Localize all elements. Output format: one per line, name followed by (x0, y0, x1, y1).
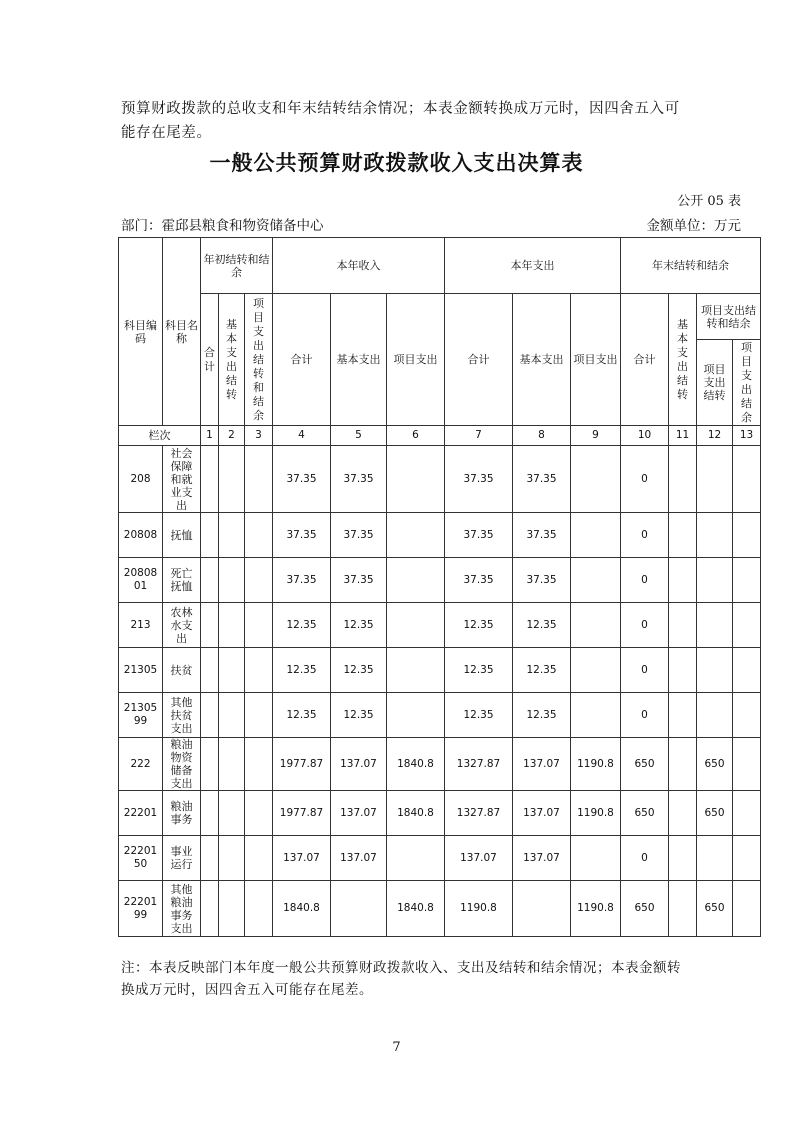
value-cell: 12.35 (513, 693, 571, 738)
subject-code: 21305 (119, 648, 163, 693)
value-cell (669, 446, 697, 513)
value-cell: 137.07 (445, 836, 513, 881)
value-cell (245, 881, 273, 937)
value-cell (219, 693, 245, 738)
header-expense-project: 项目支出 (571, 294, 621, 426)
column-number: 7 (445, 426, 513, 446)
subject-name: 农林水支出 (163, 603, 201, 648)
subject-code: 20808 (119, 513, 163, 558)
header-expense-total: 合计 (445, 294, 513, 426)
value-cell: 650 (697, 791, 733, 836)
value-cell (201, 446, 219, 513)
value-cell: 1840.8 (387, 881, 445, 937)
value-cell: 137.07 (513, 738, 571, 791)
header-end-group: 年末结转和结余 (621, 238, 761, 294)
table-row (119, 446, 761, 513)
column-number: 3 (245, 426, 273, 446)
value-cell (201, 558, 219, 603)
value-cell: 37.35 (513, 446, 571, 513)
subject-code: 2220199 (119, 881, 163, 937)
value-cell: 1190.8 (571, 881, 621, 937)
value-cell: 37.35 (445, 558, 513, 603)
budget-table (118, 237, 761, 937)
value-cell (733, 791, 761, 836)
table-row (119, 836, 761, 881)
value-cell: 12.35 (273, 603, 331, 648)
amount-unit-label: 金额单位：万元 (646, 218, 741, 234)
value-cell (669, 558, 697, 603)
subject-name: 抚恤 (163, 513, 201, 558)
value-cell (571, 446, 621, 513)
value-cell: 1977.87 (273, 791, 331, 836)
value-cell (387, 558, 445, 603)
column-number: 2 (219, 426, 245, 446)
value-cell (733, 446, 761, 513)
table-row (119, 791, 761, 836)
value-cell (733, 558, 761, 603)
value-cell: 37.35 (273, 513, 331, 558)
header-income-group: 本年收入 (273, 238, 445, 294)
value-cell: 12.35 (331, 693, 387, 738)
header-income-total: 合计 (273, 294, 331, 426)
value-cell: 650 (621, 791, 669, 836)
subject-name: 扶贫 (163, 648, 201, 693)
value-cell: 37.35 (273, 446, 331, 513)
value-cell (733, 648, 761, 693)
subject-code: 22201 (119, 791, 163, 836)
header-end-project-balance: 项目支出结余 (733, 340, 761, 426)
value-cell (219, 558, 245, 603)
value-cell (733, 513, 761, 558)
intro-paragraph: 预算财政拨款的总收支和年末结转结余情况；本表金额转换成万元时，因四舍五入可能存在尾差。 (121, 101, 680, 141)
value-cell: 12.35 (513, 648, 571, 693)
value-cell (245, 648, 273, 693)
column-number: 11 (669, 426, 697, 446)
value-cell (513, 881, 571, 937)
value-cell: 37.35 (331, 558, 387, 603)
table-row (119, 513, 761, 558)
value-cell: 12.35 (513, 603, 571, 648)
value-cell: 0 (621, 513, 669, 558)
subject-code: 2130599 (119, 693, 163, 738)
value-cell (669, 693, 697, 738)
value-cell (201, 513, 219, 558)
value-cell: 0 (621, 693, 669, 738)
value-cell (201, 881, 219, 937)
value-cell (733, 738, 761, 791)
value-cell (201, 791, 219, 836)
header-code: 科目编码 (119, 238, 163, 426)
value-cell: 137.07 (331, 836, 387, 881)
value-cell: 12.35 (331, 603, 387, 648)
value-cell: 12.35 (273, 693, 331, 738)
value-cell: 12.35 (445, 648, 513, 693)
value-cell (571, 648, 621, 693)
value-cell (387, 693, 445, 738)
value-cell (387, 836, 445, 881)
column-number: 8 (513, 426, 571, 446)
value-cell: 0 (621, 836, 669, 881)
value-cell (697, 603, 733, 648)
value-cell (697, 648, 733, 693)
value-cell: 1840.8 (387, 738, 445, 791)
value-cell: 1840.8 (387, 791, 445, 836)
header-end-project-carry: 项目支出结转 (697, 340, 733, 426)
value-cell (571, 693, 621, 738)
value-cell: 37.35 (445, 513, 513, 558)
value-cell (201, 693, 219, 738)
header-expense-basic: 基本支出 (513, 294, 571, 426)
header-begin-total: 合计 (201, 294, 219, 426)
subject-name: 其他扶贫支出 (163, 693, 201, 738)
value-cell: 1190.8 (445, 881, 513, 937)
header-income-project: 项目支出 (387, 294, 445, 426)
header-end-basic-carry: 基本支出结转 (669, 294, 697, 426)
page-title: 一般公共预算财政拨款收入支出决算表 (209, 151, 584, 175)
value-cell (697, 558, 733, 603)
department-label: 部门：霍邱县粮食和物资储备中心 (121, 218, 324, 234)
value-cell (387, 603, 445, 648)
value-cell (219, 603, 245, 648)
header-end-project-group: 项目支出结转和结余 (697, 294, 761, 340)
value-cell: 1190.8 (571, 738, 621, 791)
value-cell (733, 836, 761, 881)
value-cell (669, 738, 697, 791)
value-cell (245, 513, 273, 558)
value-cell (697, 446, 733, 513)
header-begin-group: 年初结转和结余 (201, 238, 273, 294)
subject-name: 其他粮油事务支出 (163, 881, 201, 937)
table-row (119, 603, 761, 648)
value-cell: 650 (621, 738, 669, 791)
header-expense-group: 本年支出 (445, 238, 621, 294)
value-cell (219, 791, 245, 836)
value-cell: 650 (621, 881, 669, 937)
value-cell: 0 (621, 603, 669, 648)
column-number-row (119, 426, 761, 446)
value-cell: 1327.87 (445, 791, 513, 836)
column-number-label: 栏次 (119, 426, 201, 446)
value-cell: 137.07 (513, 836, 571, 881)
table-body (119, 446, 761, 937)
subject-name: 事业运行 (163, 836, 201, 881)
value-cell (669, 513, 697, 558)
value-cell: 1840.8 (273, 881, 331, 937)
header-income-basic: 基本支出 (331, 294, 387, 426)
table-note: 注：本表反映部门本年度一般公共预算财政拨款收入、支出及结转和结余情况；本表金额转换成万元时，因四舍五入可能存在尾差。 (121, 960, 681, 998)
value-cell (669, 603, 697, 648)
subject-code: 213 (119, 603, 163, 648)
value-cell (697, 513, 733, 558)
value-cell (245, 446, 273, 513)
subject-code: 2080801 (119, 558, 163, 603)
value-cell: 0 (621, 446, 669, 513)
value-cell (669, 836, 697, 881)
table-row (119, 693, 761, 738)
header-row-1 (119, 238, 761, 294)
value-cell: 12.35 (445, 693, 513, 738)
value-cell (219, 648, 245, 693)
column-number: 10 (621, 426, 669, 446)
value-cell: 1327.87 (445, 738, 513, 791)
subject-name: 死亡抚恤 (163, 558, 201, 603)
form-number: 公开 05 表 (677, 194, 741, 209)
value-cell (733, 693, 761, 738)
value-cell: 137.07 (331, 738, 387, 791)
value-cell: 12.35 (331, 648, 387, 693)
value-cell (571, 603, 621, 648)
value-cell (245, 558, 273, 603)
value-cell (245, 738, 273, 791)
header-end-total: 合计 (621, 294, 669, 426)
value-cell: 1977.87 (273, 738, 331, 791)
value-cell: 37.35 (445, 446, 513, 513)
value-cell (201, 603, 219, 648)
value-cell: 1190.8 (571, 791, 621, 836)
value-cell (387, 648, 445, 693)
column-number: 1 (201, 426, 219, 446)
column-number: 9 (571, 426, 621, 446)
value-cell: 650 (697, 738, 733, 791)
header-name: 科目名称 (163, 238, 201, 426)
column-number: 13 (733, 426, 761, 446)
value-cell: 0 (621, 558, 669, 603)
column-number: 5 (331, 426, 387, 446)
header-begin-project: 项目支出结转和结余 (245, 294, 273, 426)
page-number: 7 (392, 1040, 401, 1055)
value-cell (697, 693, 733, 738)
value-cell (201, 738, 219, 791)
subject-code: 222 (119, 738, 163, 791)
value-cell: 37.35 (513, 558, 571, 603)
value-cell (219, 513, 245, 558)
value-cell (219, 446, 245, 513)
value-cell: 650 (697, 881, 733, 937)
table-row (119, 881, 761, 937)
value-cell: 0 (621, 648, 669, 693)
column-number: 4 (273, 426, 331, 446)
value-cell (331, 881, 387, 937)
value-cell: 37.35 (273, 558, 331, 603)
value-cell (669, 881, 697, 937)
value-cell (387, 513, 445, 558)
value-cell: 137.07 (331, 791, 387, 836)
value-cell (733, 881, 761, 937)
value-cell (669, 648, 697, 693)
value-cell (219, 738, 245, 791)
subject-name: 社会保障和就业支出 (163, 446, 201, 513)
subject-code: 2220150 (119, 836, 163, 881)
value-cell (571, 513, 621, 558)
value-cell (733, 603, 761, 648)
value-cell (219, 881, 245, 937)
column-number: 12 (697, 426, 733, 446)
value-cell: 12.35 (445, 603, 513, 648)
column-number: 6 (387, 426, 445, 446)
subject-name: 粮油物资储备支出 (163, 738, 201, 791)
value-cell (219, 836, 245, 881)
subject-code: 208 (119, 446, 163, 513)
value-cell (245, 603, 273, 648)
table-row (119, 558, 761, 603)
value-cell (245, 693, 273, 738)
subject-name: 粮油事务 (163, 791, 201, 836)
value-cell (201, 648, 219, 693)
value-cell: 37.35 (331, 446, 387, 513)
value-cell (571, 836, 621, 881)
value-cell (387, 446, 445, 513)
table-row (119, 648, 761, 693)
value-cell (245, 791, 273, 836)
value-cell (697, 836, 733, 881)
value-cell: 137.07 (273, 836, 331, 881)
value-cell (571, 558, 621, 603)
value-cell: 12.35 (273, 648, 331, 693)
value-cell (201, 836, 219, 881)
value-cell: 137.07 (513, 791, 571, 836)
header-begin-basic-carry: 基本支出结转 (219, 294, 245, 426)
value-cell (669, 791, 697, 836)
value-cell (245, 836, 273, 881)
value-cell: 37.35 (331, 513, 387, 558)
header-row-2 (119, 294, 761, 340)
table-row (119, 738, 761, 791)
value-cell: 37.35 (513, 513, 571, 558)
